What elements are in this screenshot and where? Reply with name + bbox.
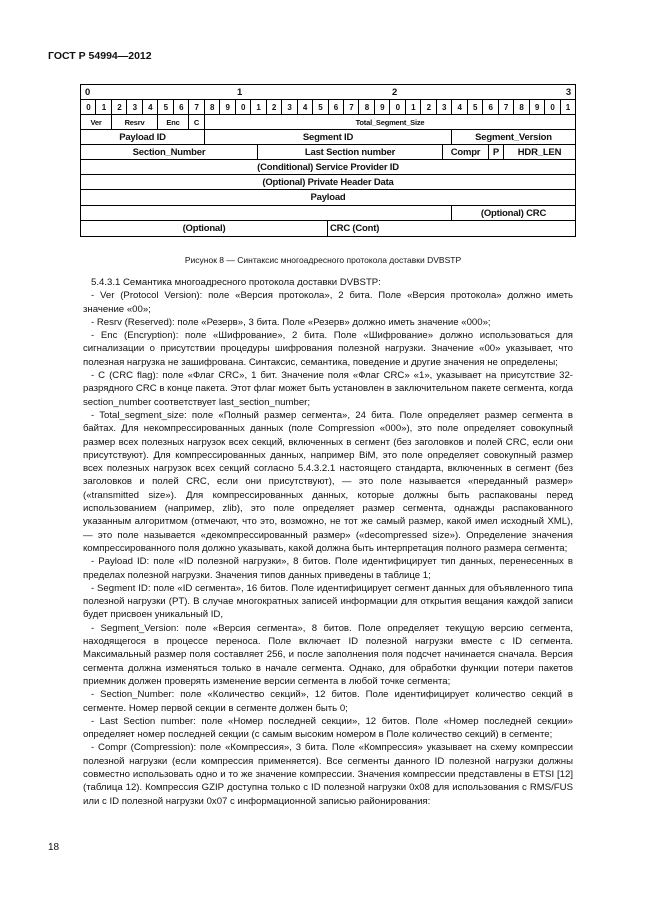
diagram-row-4 <box>81 160 575 175</box>
field-resrv: Resrv <box>112 115 158 129</box>
bit-number: 5 <box>468 100 483 114</box>
bit-number: 7 <box>499 100 514 114</box>
bit-number: 8 <box>359 100 374 114</box>
diagram-row-3 <box>81 145 575 160</box>
figure-caption: Рисунок 8 — Синтаксис многоадресного протокола доставки DVBSTP <box>184 255 462 265</box>
field-compr: Compr <box>443 145 489 159</box>
bit-number: 7 <box>189 100 204 114</box>
bit-number: 5 <box>158 100 173 114</box>
bit-number: 4 <box>143 100 158 114</box>
byte-number-0: 0 <box>85 86 91 98</box>
bit-number: 0 <box>81 100 96 114</box>
paragraph: - Resrv (Reserved): поле «Резерв», 3 бита. Поле «Резерв» должно иметь значение «000»; <box>91 316 491 328</box>
field-total-segment-size: Total_Segment_Size <box>355 117 425 127</box>
bit-number: 1 <box>251 100 266 114</box>
byte-number-2: 2 <box>392 86 398 98</box>
field-segment-version: Segment_Version <box>475 131 552 143</box>
bit-number: 7 <box>344 100 359 114</box>
bit-number: 3 <box>437 100 452 114</box>
bit-number: 6 <box>483 100 498 114</box>
paragraph: - Section_Number: поле «Количество секций», 12 битов. Поле идентифицирует количество секций в сегменте. Номер первой секции в сегменте должен быть 0; <box>83 689 573 714</box>
bit-number: 8 <box>205 100 220 114</box>
diagram-row-2 <box>81 130 575 145</box>
field-payload: Payload <box>310 192 346 203</box>
diagram-row-7 <box>81 206 575 221</box>
field-segment-id: Segment ID <box>205 130 452 144</box>
diagram-byte-numbers <box>81 85 575 100</box>
bit-number: 9 <box>375 100 390 114</box>
diagram-bit-numbers <box>81 100 575 115</box>
bit-number: 9 <box>530 100 545 114</box>
diagram-row-6 <box>81 190 575 206</box>
byte-number-3: 3 <box>565 86 571 98</box>
field-section-number: Section_Number <box>81 145 258 159</box>
bit-number: 2 <box>267 100 282 114</box>
bit-number: 6 <box>174 100 189 114</box>
document-header: ГОСТ Р 54994—2012 <box>48 50 152 62</box>
bit-number: 0 <box>236 100 251 114</box>
page-number: 18 <box>48 842 60 853</box>
section-heading: 5.4.3.1 Семантика многоадресного протокола доставки DVBSTP: <box>91 277 381 288</box>
bit-number: 1 <box>565 102 570 112</box>
byte-number-1: 1 <box>237 86 243 98</box>
field-payload-id: Payload ID <box>81 130 205 144</box>
body-text <box>83 276 573 808</box>
field-optional-crc: (Optional) CRC <box>480 207 547 219</box>
field-private-header-data: (Optional) Private Header Data <box>262 176 394 188</box>
paragraph: - Last Section number: поле «Номер последней секции», 12 битов. Поле «Номер последней секции» определяет номер последней секции (с самым высоким номером в Поле количество секций) в сегменте; <box>83 715 573 741</box>
field-enc: Enc <box>158 115 189 129</box>
paragraph: - Payload ID: поле «ID полезной нагрузки», 8 битов. Поле идентифицирует тип данных, перенесенных в пределах полезной нагрузки. Значения типов данных приведены в таблице 1; <box>83 556 573 581</box>
field-p: P <box>489 145 504 159</box>
field-optional: (Optional) <box>81 221 328 236</box>
field-hdr-len: HDR_LEN <box>517 146 562 158</box>
field-ver: Ver <box>81 115 112 129</box>
field-c: C <box>189 115 205 129</box>
paragraph: - Segment_Version: поле «Версия сегмента», 8 битов. Поле определяет текущую версию сегмента, находящегося в процессе переноса. Поле включает ID полезной нагрузки вместе с ID сегмента. Максимальный размер поля составляет 256, и после заполнения поля подсчет начинается сначала. Версия сегмента должна изменяться только в начале сегмента. Однако, для обработки функции потери пакетов приемник должен проверять изменение версии сегмента в любой точке сегмента; <box>83 622 573 687</box>
bit-number: 0 <box>545 100 560 114</box>
bit-number: 1 <box>96 100 111 114</box>
paragraph: - Ver (Protocol Version): поле «Версия протокола», 2 бита. Поле «Версия протокола» должно иметь значение «00»; <box>83 290 573 315</box>
paragraph: - Total_segment_size: поле «Полный размер сегмента», 24 бита. Поле определяет размер сегмента в байтах. Для некомпрессированных данных (поле Compression «000»), это поле определяет совокупный размер всех полезных нагрузок всех секций, включенных в сегмент (без заголовков и полей CRC, если они присутствуют). Для компрессированных данных, например BiM, это поле определяет совокупный размер всех полезных нагрузок всех секций согласно 5.4.3.2.1 настоящего стандарта, включенных в сегмент (без заголовков и полей CRC, если они присутствуют), — это поле называется «переданный размер» («transmitted size»). Для компрессированных данных, которые должны быть распакованы перед использованием (например, zlib), это поле определяет размер сегмента, однажды распакованного указанным алгоритмом (отмечают, что это, возможно, не тот же самый размер, какой имел исходный XML), — это поле называется «декомпрессированный размер» («decompressed size»). Определение значения компрессированного поля должно указывать, какой должна быть интерпретация полного размера сегмента; <box>83 409 573 554</box>
diagram-row-1 <box>81 115 575 130</box>
bit-number: 0 <box>390 100 405 114</box>
paragraph: - Compr (Compression): поле «Компрессия», 3 бита. Поле «Компрессия» указывает на схему компрессии полезной нагрузки (если компрессия применяется). Все сегменты данного ID полезной нагрузки должны совместно использовать одно и то же значение компрессии. Значения компрессии представлены в ETSI [12] (таблица 12). Компрессия GZIP доступна только с ID полезной нагрузки 0x08 для использования с RMS/FUS или с ID полезной нагрузки 0x07 с информационной записью районирования: <box>83 742 573 807</box>
paragraph: - Segment ID: поле «ID сегмента», 16 битов. Поле идентифицирует сегмент данных для объявленного типа полезной нагрузки (PT). В случае многократных записей информации для открытия вещания каждой записи будет присвоен уникальный ID, <box>83 582 573 621</box>
bit-number: 8 <box>514 100 529 114</box>
bit-number: 1 <box>406 100 421 114</box>
paragraph: - C (CRC flag): поле «Флаг CRC», 1 бит. Значение поля «Флаг CRC» «1», указывает на присутствие 32-разрядного CRC в конце пакета. Этот флаг может быть установлен в заключительном пакете сегмента, когда section_number соответствует last_section_number; <box>83 370 573 408</box>
field-crc-cont: CRC (Cont) <box>330 223 380 234</box>
dvbstp-syntax-diagram <box>80 84 576 237</box>
diagram-row-5 <box>81 175 575 190</box>
bit-number: 4 <box>298 100 313 114</box>
bit-number: 4 <box>452 100 467 114</box>
paragraph: - Enc (Encryption): поле «Шифрование», 2 бита. Поле «Шифрование» должно использоваться для сигнализации о присутствии процедуры шифрования полезной нагрузки. Значение «00» указывает, что полезная нагрузка не зашифрована. Синтаксис, семантика, поведение и другие значения не определены; <box>83 330 573 368</box>
bit-number: 3 <box>127 100 142 114</box>
diagram-row-8 <box>81 221 575 236</box>
field-service-provider-id: (Conditional) Service Provider ID <box>257 161 399 173</box>
bit-number: 9 <box>220 100 235 114</box>
bit-number: 5 <box>313 100 328 114</box>
bit-number: 6 <box>329 100 344 114</box>
bit-number: 2 <box>421 100 436 114</box>
field-last-section-number: Last Section number <box>258 145 443 159</box>
bit-number: 2 <box>112 100 127 114</box>
bit-number: 3 <box>282 100 297 114</box>
field-payload-cont <box>81 206 452 220</box>
